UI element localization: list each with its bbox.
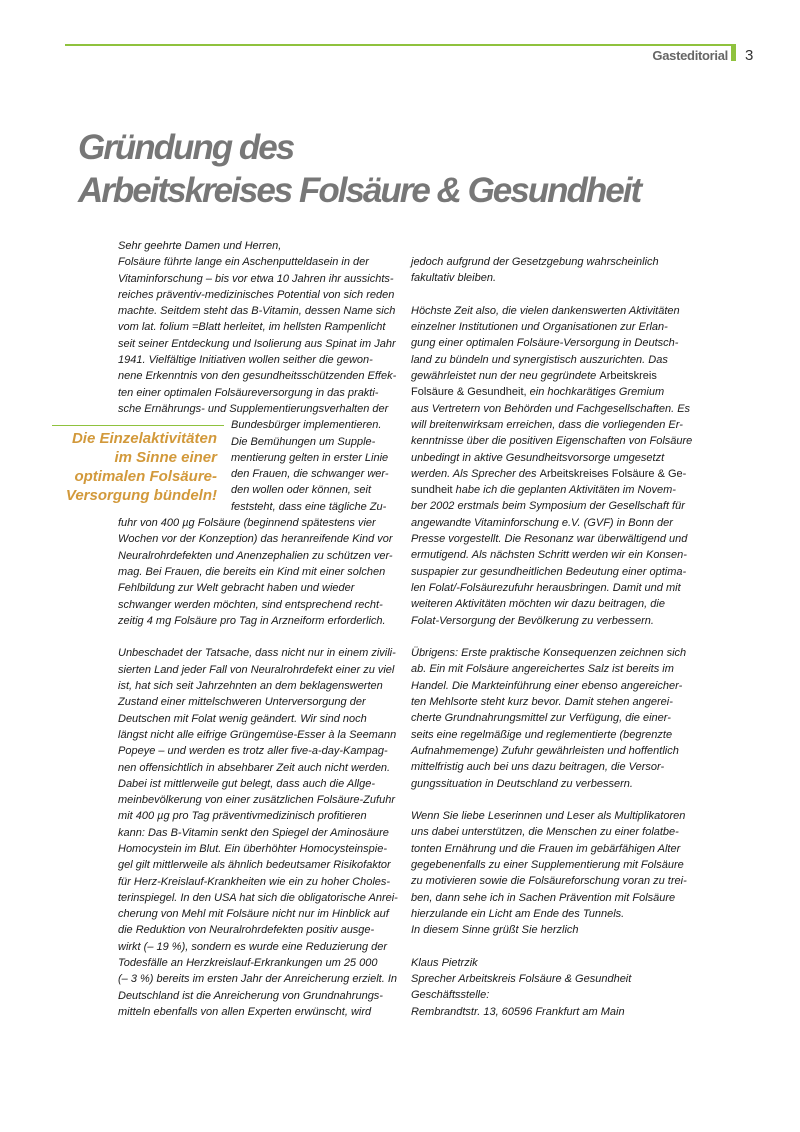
text-line: ber 2002 erstmals beim Symposium der Gesellschaft für bbox=[411, 500, 685, 513]
text-line: die Reduktion von Neuralrohrdefekten positiv ausge- bbox=[118, 924, 375, 937]
text-line: gel gilt mittlerweile als ähnlich bedeutsamer Risikofaktor bbox=[118, 859, 391, 872]
text-line: vom lat. folium =Blatt herleitet, im hellsten Rampenlicht bbox=[118, 321, 386, 334]
text-line: Übrigens: Erste praktische Konsequenzen zeichnen sich bbox=[411, 647, 687, 660]
text-line: Klaus Pietrzik bbox=[411, 956, 478, 969]
text-line: mag. Bei Frauen, die bereits ein Kind mit einer solchen bbox=[118, 565, 386, 578]
text-line: angewandte Vitaminforschung e.V. (GVF) in Bonn der bbox=[411, 516, 673, 529]
text-line: (– 3 %) bereits im ersten Jahr der Anreicherung erzielt. In bbox=[118, 973, 397, 986]
paragraph-gap bbox=[411, 287, 686, 303]
text-line: Todesfälle an Herzkreislauf-Erkrankungen um 25 000 bbox=[118, 957, 378, 970]
text-line: Handel. Die Markteinführung einer ebenso angereicher- bbox=[411, 679, 683, 692]
text-line: Vitaminforschung – bis vor etwa 10 Jahren ihr aussichts- bbox=[118, 272, 394, 285]
text-line: sundheit habe ich die geplanten Aktivitäten im Novem- bbox=[411, 484, 676, 497]
text-line: hierzulande ein Licht am Ende des Tunnels. bbox=[411, 907, 625, 920]
article-column-right bbox=[411, 254, 693, 1020]
text-line: sierten Land jeder Fall von Neuralrohrdefekt einer zu viel bbox=[118, 663, 395, 676]
text-line: Popeye – und werden es trotz aller five-a-day-Kampag- bbox=[118, 745, 388, 758]
text-line: ist, hat sich seit Jahrzehnten an dem beklagenswerten bbox=[118, 680, 383, 693]
article-title-line-1: Gründung des bbox=[78, 128, 294, 167]
text-line: Sehr geehrte Damen und Herren, bbox=[118, 240, 282, 252]
text-line: schwanger werden möchten, sind entsprechend recht- bbox=[118, 598, 383, 611]
text-line: wirkt (– 19 %), sondern es wurde eine Reduzierung der bbox=[118, 940, 388, 953]
text-line: uns dabei unterstützen, die Menschen zu einer folatbe- bbox=[411, 826, 679, 839]
text-line: Höchste Zeit also, die vielen dankenswerten Aktivitäten bbox=[411, 304, 680, 317]
text-line: Aufnahmemenge) Zufuhr gewährleisten und hoffentlich bbox=[411, 744, 679, 757]
text-line: len Folat/-Folsäurezufuhr herausbringen. Damit und mit bbox=[411, 581, 681, 594]
text-line: gegebenenfalls zu einer Supplementierung mit Folsäure bbox=[411, 858, 684, 871]
text-line: Wochen vor der Konzeption) das heranreifende Kind vor bbox=[118, 533, 393, 546]
text-line: will breitenwirksam erreichen, dass die vorliegenden Er- bbox=[411, 418, 683, 431]
paragraph-gap bbox=[411, 792, 686, 808]
text-line: Sprecher Arbeitskreis Folsäure & Gesundheit bbox=[411, 973, 632, 986]
text-line: Presse vorgestellt. Die Resonanz war überwältigend und bbox=[411, 533, 688, 546]
text-line: feststeht, dass eine tägliche Zu- bbox=[231, 500, 387, 513]
text-line: mentierung gelten in erster Linie bbox=[231, 451, 389, 464]
text-line: Geschäftsstelle: bbox=[411, 989, 490, 1002]
text-line: mit 400 µg pro Tag präventivmedizinisch profitieren bbox=[118, 810, 367, 823]
text-line: mitteln ebenfalls von allen Experten erwünscht, wird bbox=[118, 1005, 372, 1018]
paragraph-gap bbox=[411, 938, 686, 954]
pull-quote-line: im Sinne einer bbox=[114, 449, 217, 466]
pull-quote-line: Die Einzelaktivitäten bbox=[71, 430, 217, 447]
text-line: ermutigend. Als nächsten Schritt werden wir ein Konsen- bbox=[411, 549, 687, 562]
text-line: terinspiegel. In den USA hat sich die obligatorische Anrei- bbox=[118, 891, 398, 904]
text-line: zu motivieren sowie die Folsäureforschung voran zu trei- bbox=[411, 875, 687, 888]
text-line: Bundesbürger implementieren. bbox=[231, 419, 382, 432]
text-line: reiches präventiv-medizinisches Potential von sich reden bbox=[118, 288, 395, 301]
text-line: nen offensichtlich in absehbarer Zeit auch nicht werden. bbox=[118, 761, 391, 774]
text-line: Zustand einer mittelschweren Unterversorgung der bbox=[118, 696, 366, 709]
text-line: Wenn Sie liebe Leserinnen und Leser als Multiplikatoren bbox=[411, 810, 686, 823]
text-line: den wollen oder können, seit bbox=[231, 484, 372, 497]
text-line: sche Ernährungs- und Supplementierungsverhalten der bbox=[118, 402, 389, 415]
text-line: einzelner Institutionen und Organisationen zur Erlan- bbox=[411, 321, 668, 334]
text-line: unbedingt in aktive Gesundheitsvorsorge umgesetzt bbox=[411, 451, 665, 464]
text-line: meinbevölkerung von einer zusätzlichen Folsäure-Zufuhr bbox=[118, 794, 395, 807]
text-line: fuhr von 400 µg Folsäure (beginnend spätestens vier bbox=[118, 517, 376, 530]
text-line: land zu bündeln und synergistisch auszurichten. Das bbox=[411, 353, 668, 366]
text-line: Folsäure führte lange ein Aschenputteldasein in der bbox=[118, 256, 369, 269]
text-line: Folat-Versorgung der Bevölkerung zu verbessern. bbox=[411, 614, 654, 627]
text-line: ten Mehlsorte steht kurz bevor. Damit stehen angerei- bbox=[411, 696, 673, 709]
article-column-left bbox=[118, 238, 398, 1020]
text-line: aus Vertretern von Behörden und Fachgesellschaften. Es bbox=[411, 402, 691, 415]
text-line: cherte Grundnahrungsmittel zur Verfügung, die einer- bbox=[411, 712, 671, 725]
text-line: seit seiner Entdeckung und Isolierung aus Spinat im Jahr bbox=[118, 337, 396, 350]
paragraph-gap bbox=[411, 629, 686, 645]
text-line: ben, dann sehe ich in Sachen Prävention mit Folsäure bbox=[411, 891, 676, 904]
text-line: Unbeschadet der Tatsache, dass nicht nur in einem zivili- bbox=[118, 647, 396, 660]
paragraph-gap bbox=[118, 629, 393, 645]
text-line: cherung von Mehl mit Folsäure nicht nur im Hinblick auf bbox=[118, 908, 389, 921]
section-label: Gasteditorial bbox=[652, 48, 728, 63]
text-line: längst nicht alle eifrige Grüngemüse-Esser à la Seemann bbox=[118, 728, 397, 741]
pull-quote-line: optimalen Folsäure- bbox=[74, 468, 217, 485]
header-rule bbox=[65, 44, 735, 46]
text-line: kann: Das B-Vitamin senkt den Spiegel der Aminosäure bbox=[118, 826, 389, 839]
text-line: gewährleistet nun der neu gegründete Arbeitskreis bbox=[411, 370, 657, 383]
text-line: seits eine regelmäßige und reglementierte (begrenzte bbox=[411, 728, 673, 741]
text-line: kenntnisse über die positiven Eigenschaften von Folsäure bbox=[411, 435, 693, 448]
text-line: weiteren Aktivitäten möchten wir dazu beitragen, die bbox=[411, 598, 665, 611]
text-line: jedoch aufgrund der Gesetzgebung wahrscheinlich bbox=[411, 256, 659, 268]
article-title bbox=[78, 126, 778, 212]
text-line: Deutschen mit Folat wenig geändert. Wir sind noch bbox=[118, 712, 367, 725]
text-line: suspapier zur gesundheitlichen Bedeutung einer optima- bbox=[411, 565, 687, 578]
page-number: 3 bbox=[745, 47, 754, 64]
text-line: Folsäure & Gesundheit, ein hochkarätiges Gremium bbox=[411, 386, 665, 399]
text-line: In diesem Sinne grüßt Sie herzlich bbox=[411, 924, 579, 937]
article-title-line-2: Arbeitskreises Folsäure & Gesundheit bbox=[78, 171, 641, 210]
header-accent-bar bbox=[731, 44, 736, 61]
text-line: mittelfristig auch bei uns dazu beitragen, die Versor- bbox=[411, 761, 665, 774]
text-line: tonten Ernährung und die Frauen im gebärfähigen Alter bbox=[411, 842, 681, 855]
text-line: werden. Als Sprecher des Arbeitskreises Folsäure & Ge- bbox=[411, 467, 687, 480]
text-line: Dabei ist mittlerweile gut belegt, dass auch die Allge- bbox=[118, 777, 376, 790]
text-line: Neuralrohrdefekten und Anenzephalien zu schützen ver- bbox=[118, 549, 393, 562]
text-line: fakultativ bleiben. bbox=[411, 272, 496, 285]
text-line: Deutschland ist die Anreicherung von Grundnahrungs- bbox=[118, 989, 383, 1002]
text-line: machte. Seitdem steht das B-Vitamin, dessen Name sich bbox=[118, 305, 396, 318]
text-line: für Herz-Kreislauf-Krankheiten wie ein zu hoher Choles- bbox=[118, 875, 391, 888]
text-line: gungssituation in Deutschland zu verbessern. bbox=[411, 777, 633, 790]
text-line: ten einer optimalen Folsäureversorgung in das prakti- bbox=[118, 386, 379, 399]
pull-quote-line: Versorgung bündeln! bbox=[65, 487, 217, 504]
text-line: Die Bemühungen um Supple- bbox=[231, 435, 376, 448]
text-line: gung einer optimalen Folsäure-Versorgung in Deutsch- bbox=[411, 337, 679, 350]
text-line: nene Erkenntnis von den gesundheitsschützenden Effek- bbox=[118, 370, 397, 383]
text-line: Rembrandtstr. 13, 60596 Frankfurt am Main bbox=[411, 1005, 625, 1018]
text-line: ab. Ein mit Folsäure angereichertes Salz ist bereits im bbox=[411, 663, 674, 676]
text-line: Homocystein im Blut. Ein überhöhter Homocysteinspie- bbox=[118, 842, 388, 855]
text-line: zeitig 4 mg Folsäure pro Tag in Arzneiform erforderlich. bbox=[118, 614, 386, 627]
text-line: den Frauen, die schwanger wer- bbox=[231, 468, 389, 481]
text-line: 1941. Vielfältige Initiativen wollen seither die gewon- bbox=[118, 354, 373, 367]
text-line: Fehlbildung zur Welt gebracht haben und wieder bbox=[118, 582, 355, 595]
